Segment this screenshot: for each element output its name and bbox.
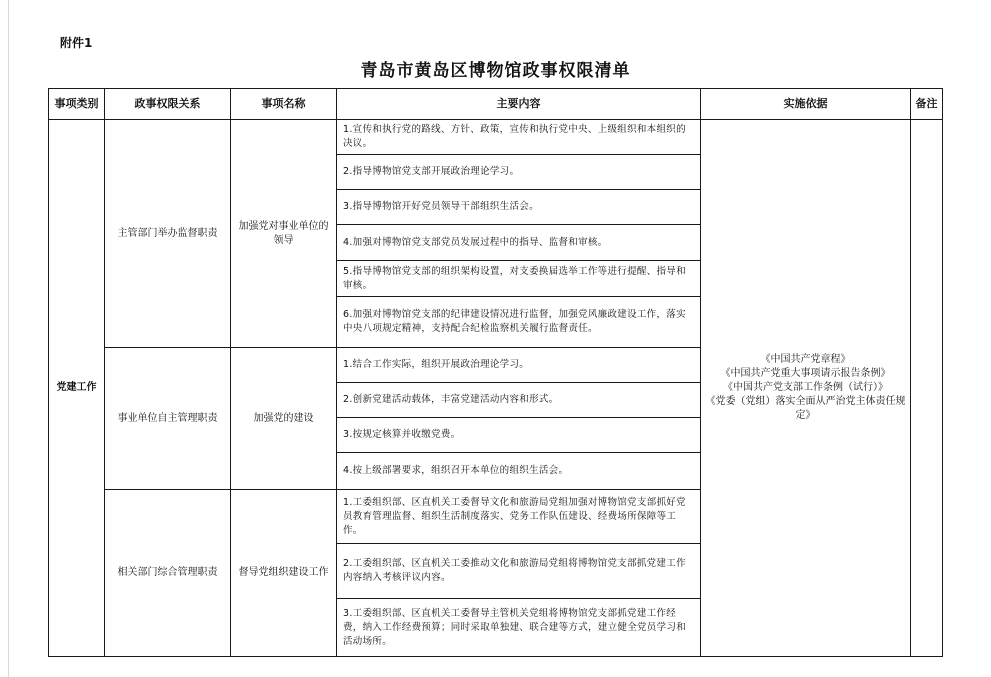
basis-item: 《党委（党组）落实全面从严治党主体责任规定》 — [705, 396, 906, 421]
header-note: 备注 — [911, 89, 943, 120]
category-cell: 党建工作 — [49, 120, 105, 657]
header-item: 事项名称 — [231, 89, 337, 120]
content-item: 3.工委组织部、区直机关工委督导主管机关党组将博物馆党支部抓党建工作经费，纳入工作经费预算；同时采取单独建、联合建等方式，建立健全党员学习和活动场所。 — [343, 607, 687, 647]
content-item: 2.工委组织部、区直机关工委推动文化和旅游局党组将博物馆党支部抓党建工作内容纳入考核评议内容。 — [337, 544, 700, 599]
content-item: 4.按上级部署要求，组织召开本单位的组织生活会。 — [343, 465, 569, 476]
content-item: 2.指导博物馆党支部开展政治理论学习。 — [337, 155, 700, 190]
basis-item: 《中国共产党重大事项请示报告条例》 — [720, 368, 891, 379]
content-list — [337, 490, 701, 657]
rights-table — [48, 88, 943, 657]
header-category: 事项类别 — [49, 89, 105, 120]
item-cell: 加强党对事业单位的领导 — [231, 120, 337, 348]
basis-item: 《中国共产党支部工作条例（试行）》 — [723, 382, 888, 393]
content-item: 3.按规定核算并收缴党费。 — [337, 418, 700, 453]
content-list — [337, 348, 701, 490]
table-row — [49, 120, 943, 348]
relation-cell: 主管部门举办监督职责 — [105, 120, 231, 348]
header-relation: 政事权限关系 — [105, 89, 231, 120]
basis-cell — [701, 120, 911, 657]
content-item: 1.结合工作实际，组织开展政治理论学习。 — [337, 348, 700, 383]
header-content: 主要内容 — [337, 89, 701, 120]
content-item: 2.创新党建活动载体，丰富党建活动内容和形式。 — [337, 383, 700, 418]
item-cell: 督导党组织建设工作 — [231, 490, 337, 657]
content-item: 3.指导博物馆开好党员领导干部组织生活会。 — [337, 190, 700, 225]
content-item: 1.工委组织部、区直机关工委督导文化和旅游局党组加强对博物馆党支部抓好党员教育管理监督、组织生活制度落实、党务工作队伍建设、经费场所保障等工作。 — [337, 490, 700, 544]
note-cell — [911, 120, 943, 657]
page-left-edge — [8, 0, 9, 677]
header-basis: 实施依据 — [701, 89, 911, 120]
header-row — [49, 89, 943, 120]
content-item: 1.宣传和执行党的路线、方针、政策，宣传和执行党中央、上级组织和本组织的决议。 — [337, 120, 700, 155]
content-item: 4.加强对博物馆党支部党员发展过程中的指导、监督和审核。 — [337, 225, 700, 261]
attachment-label: 附件1 — [60, 36, 93, 50]
document-title: 青岛市黄岛区博物馆政事权限清单 — [360, 61, 631, 81]
content-item: 6.加强对博物馆党支部的纪律建设情况进行监督，加强党风廉政建设工作，落实中央八项规定精神，支持配合纪检监察机关履行监督责任。 — [343, 309, 686, 334]
item-cell: 加强党的建设 — [231, 348, 337, 490]
relation-cell: 事业单位自主管理职责 — [105, 348, 231, 490]
content-item: 5.指导博物馆党支部的组织架构设置，对支委换届选举工作等进行提醒、指导和审核。 — [337, 261, 700, 297]
relation-cell: 相关部门综合管理职责 — [105, 490, 231, 657]
basis-item: 《中国共产党章程》 — [760, 354, 851, 365]
content-list — [337, 120, 701, 348]
